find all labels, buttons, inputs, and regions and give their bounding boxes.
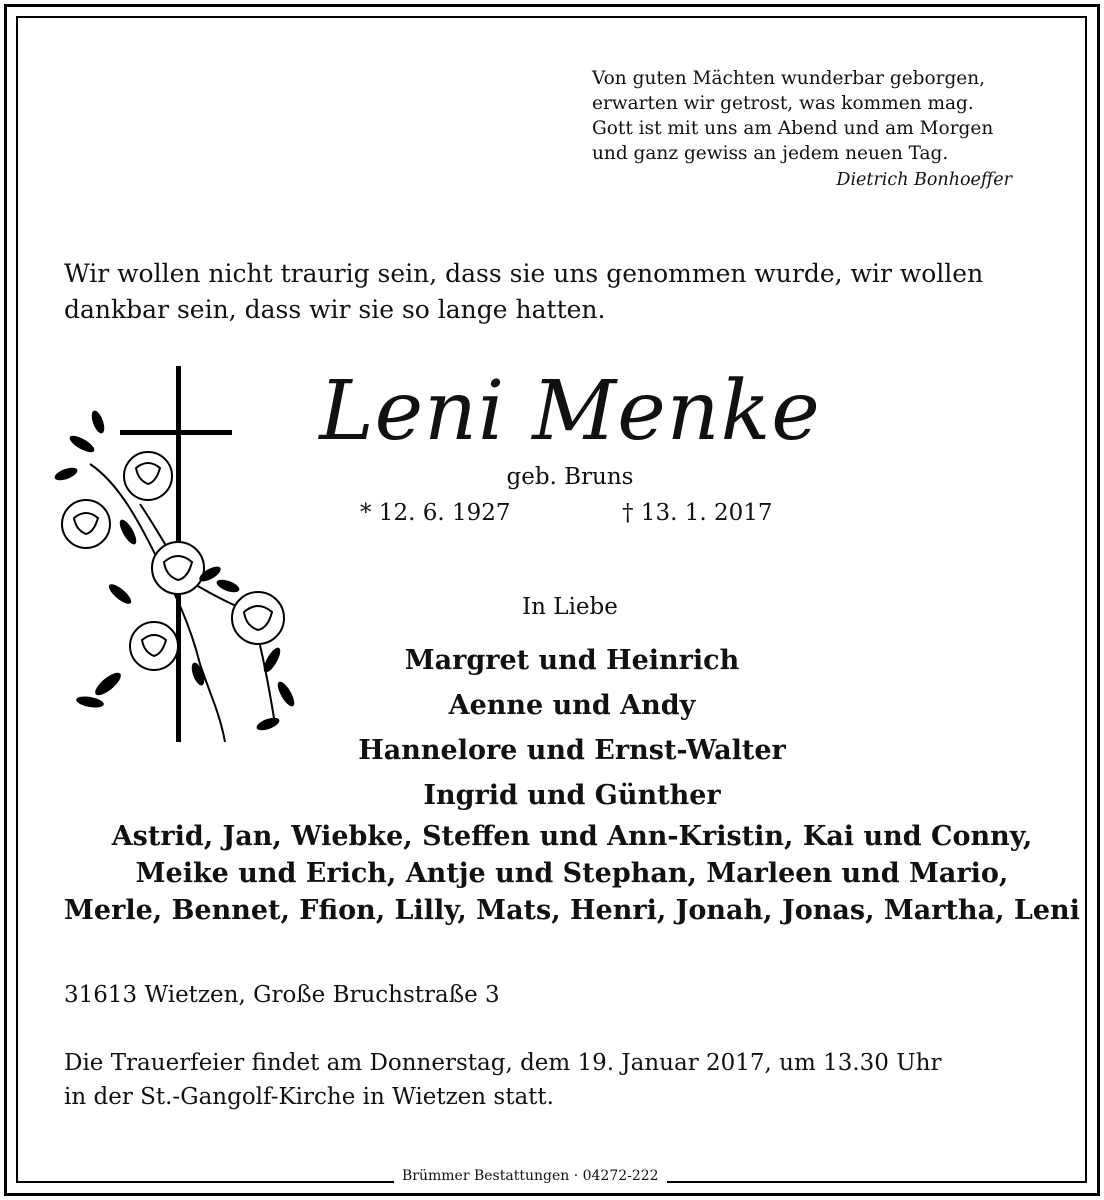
poem-line: erwarten wir getrost, was kommen mag.: [592, 93, 974, 114]
address: 31613 Wietzen, Große Bruchstraße 3: [64, 982, 500, 1008]
death-date: † 13. 1. 2017: [622, 500, 773, 526]
footer-undertaker: Brümmer Bestattungen · 04272-222: [394, 1168, 667, 1184]
mourner-family: Margret und Heinrich: [404, 645, 740, 676]
poem-line: Von guten Mächten wunderbar geborgen,: [592, 68, 986, 89]
intro-text: [64, 256, 1054, 328]
poem-line: und ganz gewiss an jedem neuen Tag.: [592, 143, 949, 164]
birth-date: * 12. 6. 1927: [360, 500, 511, 526]
mourner-family: Ingrid und Günther: [423, 780, 721, 811]
poem-author: Dietrich Bonhoeffer: [836, 170, 1012, 190]
mourner-family: Hannelore und Ernst-Walter: [358, 735, 786, 766]
funeral-line: Die Trauerfeier findet am Donnerstag, dem 19. Januar 2017, um 13.30 Uhr: [64, 1050, 942, 1076]
grandchildren: [40, 818, 1104, 929]
intro-line: dankbar sein, dass wir sie so lange hatten.: [64, 295, 606, 324]
deceased-name: Leni Menke: [319, 364, 821, 459]
mourner-family: Aenne und Andy: [448, 690, 696, 721]
grandchildren-line: Astrid, Jan, Wiebke, Steffen und Ann-Kristin, Kai und Conny,: [111, 821, 1033, 852]
poem: [592, 66, 1012, 193]
mourner-families: [272, 638, 872, 818]
poem-line: Gott ist mit uns am Abend und am Morgen: [592, 118, 994, 139]
maiden-name: geb. Bruns: [506, 464, 634, 490]
intro-line: Wir wollen nicht traurig sein, dass sie uns genommen wurde, wir wollen: [64, 259, 984, 288]
funeral-line: in der St.-Gangolf-Kirche in Wietzen statt.: [64, 1084, 554, 1110]
mourners-intro: In Liebe: [522, 594, 618, 620]
funeral-notice: [64, 1046, 1064, 1114]
grandchildren-line: Meike und Erich, Antje und Stephan, Marleen und Mario,: [135, 858, 1009, 889]
grandchildren-line: Merle, Bennet, Ffion, Lilly, Mats, Henri, Jonah, Jonas, Martha, Leni: [64, 895, 1080, 926]
